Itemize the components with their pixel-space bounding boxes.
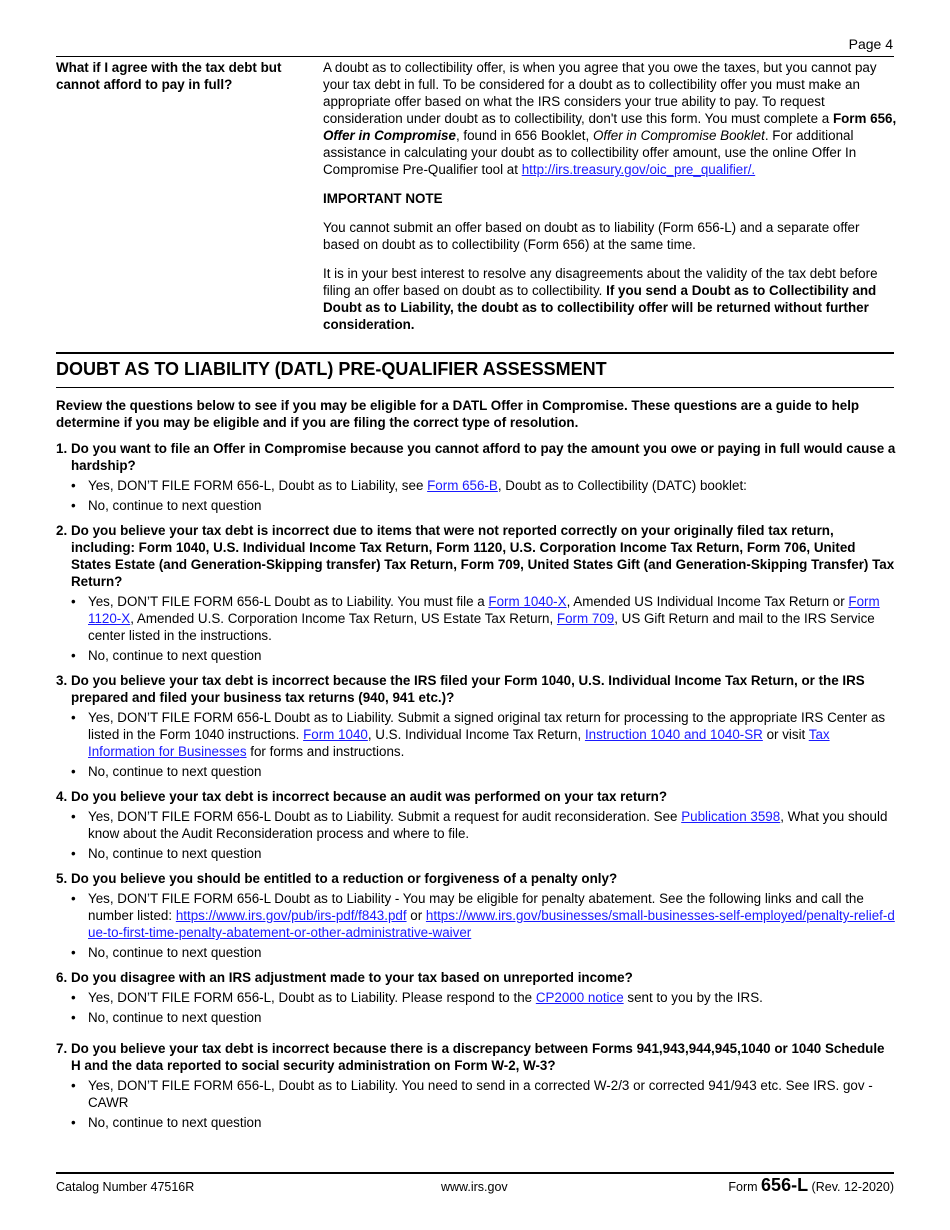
section-divider-top bbox=[56, 352, 894, 354]
f843-pdf-link[interactable]: https://www.irs.gov/pub/irs-pdf/f843.pdf bbox=[175, 908, 407, 923]
bullet-icon: • bbox=[71, 809, 76, 824]
form-identifier: Form 656-L (Rev. 12-2020) bbox=[728, 1175, 894, 1195]
question-text: Do you want to file an Offer in Compromise because you cannot afford to pay the amount you owe or paying in full would cause a hardship? bbox=[71, 441, 896, 473]
question-item bbox=[56, 1040, 896, 1131]
yes-answer: • Yes, DON’T FILE FORM 656-L Doubt as to Liability. You must file a Form 1040-X, Amended US Individual Income Tax Return or Form 1120-X, Amended U.S. Corporation Income Tax Return, US Estate Tax Return, Form 709, US Gift Return and mail to the IRS Service center listed in the instructions. bbox=[71, 594, 880, 643]
penalty-relief-link[interactable]: https://www.irs.gov/businesses/small-businesses-self-employed/penalty-relief-due-to-first-time-penalty-abatement-or-other-administrative-waiver bbox=[88, 908, 895, 940]
answer-paragraph-2: You cannot submit an offer based on doubt as to liability (Form 656-L) and a separate offer based on doubt as to collectibility (Form 656) at the same time. bbox=[323, 220, 860, 252]
question-item bbox=[56, 969, 896, 1026]
prequalifier-link[interactable]: http://irs.treasury.gov/oic_pre_qualifier/. bbox=[521, 162, 756, 177]
form-1040-link[interactable]: Form 1040 bbox=[303, 727, 368, 742]
question-text: Do you believe your tax debt is incorrect because an audit was performed on your tax return? bbox=[71, 789, 668, 804]
bullet-icon: • bbox=[71, 764, 76, 779]
yes-answer: • Yes, DON’T FILE FORM 656-L, Doubt as to Liability, see Form 656-B, Doubt as to Collectibility (DATC) booklet: bbox=[71, 478, 747, 493]
tax-info-businesses-link[interactable]: Tax Information for Businesses bbox=[88, 727, 830, 759]
question-number: 3. bbox=[56, 673, 68, 688]
question-list bbox=[56, 440, 896, 1139]
footer-divider bbox=[56, 1172, 894, 1174]
question-number: 4. bbox=[56, 789, 68, 804]
form-709-link[interactable]: Form 709 bbox=[556, 611, 615, 626]
yes-answer: • Yes, DON’T FILE FORM 656-L, Doubt as to Liability. Please respond to the CP2000 notice sent to you by the IRS. bbox=[71, 990, 763, 1005]
question-text: Do you believe you should be entitled to a reduction or forgiveness of a penalty only? bbox=[71, 871, 618, 886]
bullet-icon: • bbox=[71, 1010, 76, 1025]
yes-answer: • Yes, DON’T FILE FORM 656-L Doubt as to Liability - You may be eligible for penalty abatement. See the following links and call the number listed: https://www.irs.gov/pub/irs-pdf/f843.pdf or https://www.irs.gov/businesses/small-businesses-self-employed/penalty-relief-due-to-first-time-penalty-abatement-or-other-administrative-waiver bbox=[71, 891, 895, 940]
bullet-icon: • bbox=[71, 846, 76, 861]
answer-paragraph-1: A doubt as to collectibility offer, is when you agree that you owe the taxes, but you cannot pay your tax debt in full. To be considered for a doubt as to collectibility offer you must make an appropriate offer based on what the IRS considers your true ability to pay. To request consideration under doubt as to collectibility, don't use this form. You must complete a Form 656, Offer in Compromise, found in 656 Booklet, Offer in Compromise Booklet. For additional assistance in calculating your doubt as to collectibility offer amount, use the online Offer In Compromise Pre-Qualifier tool at http://irs.treasury.gov/oic_pre_qualifier/. bbox=[323, 60, 897, 177]
faq-question: What if I agree with the tax debt but cannot afford to pay in full? bbox=[56, 60, 282, 92]
bullet-icon: • bbox=[71, 1115, 76, 1130]
footer-website: www.irs.gov bbox=[441, 1180, 508, 1194]
cp2000-notice-link[interactable]: CP2000 notice bbox=[535, 990, 624, 1005]
no-answer: • No, continue to next question bbox=[71, 648, 262, 663]
form-1120x-link[interactable]: Form 1120-X bbox=[88, 594, 880, 626]
bullet-icon: • bbox=[71, 498, 76, 513]
form-1040x-link[interactable]: Form 1040-X bbox=[488, 594, 567, 609]
question-text: Do you disagree with an IRS adjustment made to your tax based on unreported income? bbox=[71, 970, 633, 985]
important-note-heading: IMPORTANT NOTE bbox=[323, 191, 443, 206]
bullet-icon: • bbox=[71, 1078, 76, 1093]
bullet-icon: • bbox=[71, 594, 76, 609]
question-text: Do you believe your tax debt is incorrect because there is a discrepancy between Forms 941,943,944,945,1040 or 1040 Schedule H and the data reported to social security administration on Form W-2, W-3? bbox=[71, 1041, 885, 1073]
no-answer: • No, continue to next question bbox=[71, 764, 262, 779]
faq-answer bbox=[323, 59, 898, 343]
no-answer: • No, continue to next question bbox=[71, 498, 262, 513]
bullet-icon: • bbox=[71, 990, 76, 1005]
question-number: 5. bbox=[56, 871, 68, 886]
instruction-1040-link[interactable]: Instruction 1040 and 1040-SR bbox=[584, 727, 763, 742]
form-656b-link[interactable]: Form 656-B bbox=[427, 478, 498, 493]
bullet-icon: • bbox=[71, 710, 76, 725]
question-number: 7. bbox=[56, 1041, 68, 1056]
section-divider-bottom bbox=[56, 387, 894, 388]
yes-answer: • Yes, DON’T FILE FORM 656-L, Doubt as to Liability. You need to send in a corrected W-2/3 or corrected 941/943 etc. See IRS. gov - CAWR bbox=[71, 1078, 873, 1110]
answer-paragraph-3: It is in your best interest to resolve any disagreements about the validity of the tax debt before filing an offer based on doubt as to collectibility. If you send a Doubt as to Collectibility and Doubt as to Liability, the doubt as to collectibility offer will be returned without further consideration. bbox=[323, 266, 878, 332]
question-number: 6. bbox=[56, 970, 68, 985]
no-answer: • No, continue to next question bbox=[71, 1010, 262, 1025]
question-item bbox=[56, 522, 896, 664]
question-item bbox=[56, 788, 896, 862]
question-number: 2. bbox=[56, 523, 68, 538]
bullet-icon: • bbox=[71, 648, 76, 663]
bullet-icon: • bbox=[71, 478, 76, 493]
no-answer: • No, continue to next question bbox=[71, 846, 262, 861]
question-number: 1. bbox=[56, 441, 68, 456]
question-text: Do you believe your tax debt is incorrect due to items that were not reported correctly on your originally filed tax return, including: Form 1040, U.S. Individual Income Tax Return, Form 1120, U.S. Corporation Income Tax Return, Form 706, United States Estate (and Generation-Skipping transfer) Tax Return, Form 709, United States Gift (and Generation-Skipping Transfer) Tax Return? bbox=[71, 523, 895, 589]
bullet-icon: • bbox=[71, 891, 76, 906]
yes-answer: • Yes, DON’T FILE FORM 656-L Doubt as to Liability. Submit a signed original tax return for processing to the appropriate IRS Center as listed in the Form 1040 instructions. Form 1040, U.S. Individual Income Tax Return, Instruction 1040 and 1040-SR or visit Tax Information for Businesses for forms and instructions. bbox=[71, 710, 886, 759]
no-answer: • No, continue to next question bbox=[71, 945, 262, 960]
no-answer: • No, continue to next question bbox=[71, 1115, 262, 1130]
yes-answer: • Yes, DON’T FILE FORM 656-L Doubt as to Liability. Submit a request for audit reconsideration. See Publication 3598, What you should know about the Audit Reconsideration process and where to file. bbox=[71, 809, 888, 841]
question-item bbox=[56, 672, 896, 780]
bullet-icon: • bbox=[71, 945, 76, 960]
question-text: Do you believe your tax debt is incorrect because the IRS filed your Form 1040, U.S. Individual Income Tax Return, or the IRS prepared and filed your business tax returns (940, 941 etc.)? bbox=[71, 673, 865, 705]
section-intro: Review the questions below to see if you may be eligible for a DATL Offer in Compromise. These questions are a guide to help determine if you may be eligible and if you are filing the correct type of resolution. bbox=[56, 398, 860, 430]
form-number: 656-L bbox=[761, 1175, 809, 1195]
publication-3598-link[interactable]: Publication 3598 bbox=[681, 809, 781, 824]
question-item bbox=[56, 440, 896, 514]
catalog-number: Catalog Number 47516R bbox=[56, 1180, 195, 1194]
top-divider bbox=[56, 56, 894, 57]
question-item bbox=[56, 870, 896, 961]
section-title: DOUBT AS TO LIABILITY (DATL) PRE-QUALIFIER ASSESSMENT bbox=[56, 359, 607, 379]
page-number: Page 4 bbox=[848, 36, 893, 52]
